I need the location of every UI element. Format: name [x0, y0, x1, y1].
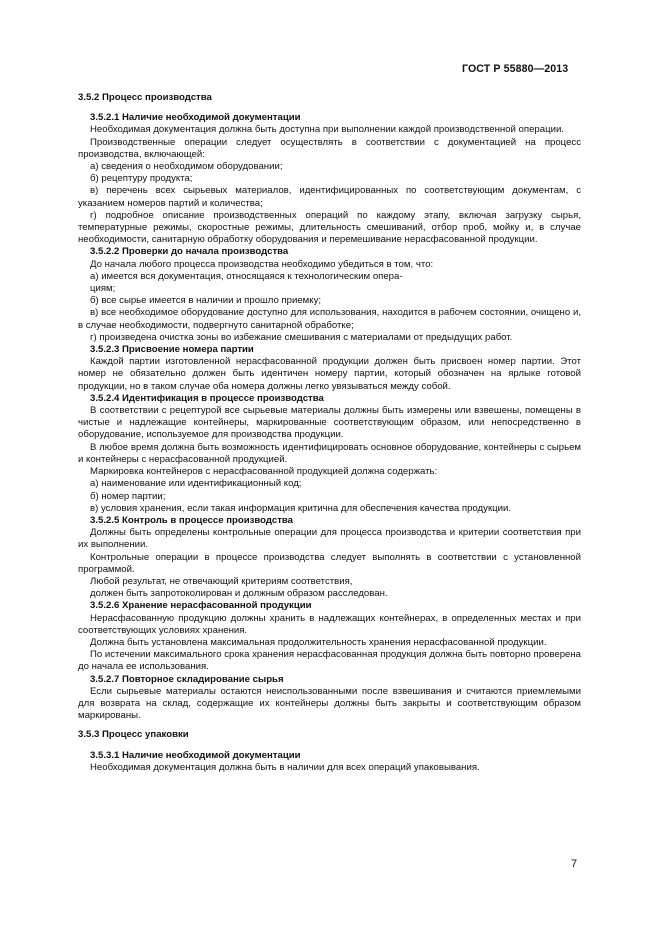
list-item: б) все сырье имеется в наличии и прошло приемку;: [90, 295, 322, 307]
page-number: 7: [571, 858, 578, 870]
section-3-5-2-2-title: 3.5.2.2 Проверки до начала производства: [90, 246, 289, 258]
section-3-5-2-4-title: 3.5.2.4 Идентификация в процессе производства: [90, 392, 324, 404]
list-item: г) подробное описание производственных операций по каждому этапу, включая загрузку сырья, температурные режимы, скоростные режимы, длительность смешиваний, отбор проб, мойку и, в случае необходимости, санитарную обработку оборудования и перемешивание нерасфасованной продукции.: [78, 209, 581, 246]
paragraph: Контрольные операции в процессе производства следует выполнять в соответствии с установленной программой.: [78, 551, 581, 575]
list-item: в) все необходимое оборудование доступно для использования, находится в рабочем состоянии, очищено и, в случае необходимости, подвергнуто санитарной обработке;: [78, 307, 581, 331]
paragraph: До начала любого процесса производства необходимо убедиться в том, что:: [90, 258, 434, 270]
standard-header: ГОСТ Р 55880—2013: [462, 63, 569, 75]
list-item: б) номер партии;: [90, 490, 166, 502]
document-body: [78, 92, 581, 774]
paragraph: Необходимая документация должна быть доступна при выполнении каждой производственной операции.: [90, 124, 564, 136]
list-item: в) условия хранения, если такая информация критична для обеспечения качества продукции.: [90, 502, 512, 514]
paragraph: Производственные операции следует осуществлять в соответствии с документацией на процесс производства, включающей:: [78, 136, 581, 160]
section-3-5-3-1-title: 3.5.3.1 Наличие необходимой документации: [90, 749, 301, 761]
section-3-5-2-6-title: 3.5.2.6 Хранение нерасфасованной продукции: [90, 600, 312, 612]
list-item: а) сведения о необходимом оборудовании;: [90, 161, 283, 173]
paragraph: должен быть запротоколирован и должным образом расследован.: [90, 588, 388, 600]
list-item: а) имеется вся документация, относящаяся к технологическим опера-: [90, 270, 403, 282]
paragraph: Каждой партии изготовленной нерасфасованной продукции должен быть присвоен номер партии. Этот номер не обязательно должен быть идентичен номеру партии, который обозначен на ярлыке готовой продукции, но в таком случае оба номера должны легко увязываться между собой.: [78, 356, 581, 392]
paragraph: Необходимая документация должна быть в наличии для всех операций упаковывания.: [90, 761, 480, 773]
paragraph: Маркировка контейнеров с нерасфасованной продукцией должна содержать:: [90, 466, 438, 478]
section-3-5-2-1-title: 3.5.2.1 Наличие необходимой документации: [90, 112, 301, 124]
list-item: в) перечень всех сырьевых материалов, идентифицированных по соответствующим документам, с указанием номеров партий и количества;: [78, 185, 581, 209]
section-3-5-2-title: 3.5.2 Процесс производства: [78, 92, 212, 103]
paragraph: Любой результат, не отвечающий критериям соответствия,: [90, 575, 353, 587]
list-item: б) рецептуру продукта;: [90, 173, 193, 185]
paragraph: Должны быть определены контрольные операции для процесса производства и критерии соответствия при их выполнении.: [78, 527, 581, 551]
paragraph: Должна быть установлена максимальная продолжительность хранения нерасфасованной продукции.: [90, 636, 547, 648]
section-3-5-2-7-title: 3.5.2.7 Повторное складирование сырья: [90, 673, 284, 685]
list-item-continuation: циям;: [90, 283, 116, 295]
section-3-5-3-title: 3.5.3 Процесс упаковки: [78, 729, 189, 741]
paragraph: Нерасфасованную продукцию должны хранить в надлежащих контейнерах, в определенных местах и при соответствующих условиях хранения.: [78, 612, 581, 636]
paragraph: По истечении максимального срока хранения нерасфасованная продукция должна быть повторно проверена до начала ее использования.: [78, 649, 582, 673]
list-item: а) наименование или идентификационный код;: [90, 478, 302, 490]
section-3-5-2-3-title: 3.5.2.3 Присвоение номера партии: [90, 344, 254, 356]
paragraph: В соответствии с рецептурой все сырьевые материалы должны быть измерены или взвешены, помещены в чистые и надлежащие контейнеры, маркированные соответствующим образом, или непосредственно в оборудование, используемое для производства продукции.: [78, 405, 581, 441]
paragraph: Если сырьевые материалы остаются неиспользованными после взвешивания и считаются приемлемыми для возврата на склад, содержащие их контейнеры должны быть закрыты и соответствующим образом маркированы.: [78, 685, 581, 722]
section-3-5-2-5-title: 3.5.2.5 Контроль в процессе производства: [90, 514, 294, 526]
list-item: г) произведена очистка зоны во избежание смешивания с материалами от предыдущих работ.: [90, 331, 513, 343]
paragraph: В любое время должна быть возможность идентифицировать основное оборудование, контейнеры с сырьем и контейнеры с нерасфасованной продукцией.: [78, 441, 581, 465]
